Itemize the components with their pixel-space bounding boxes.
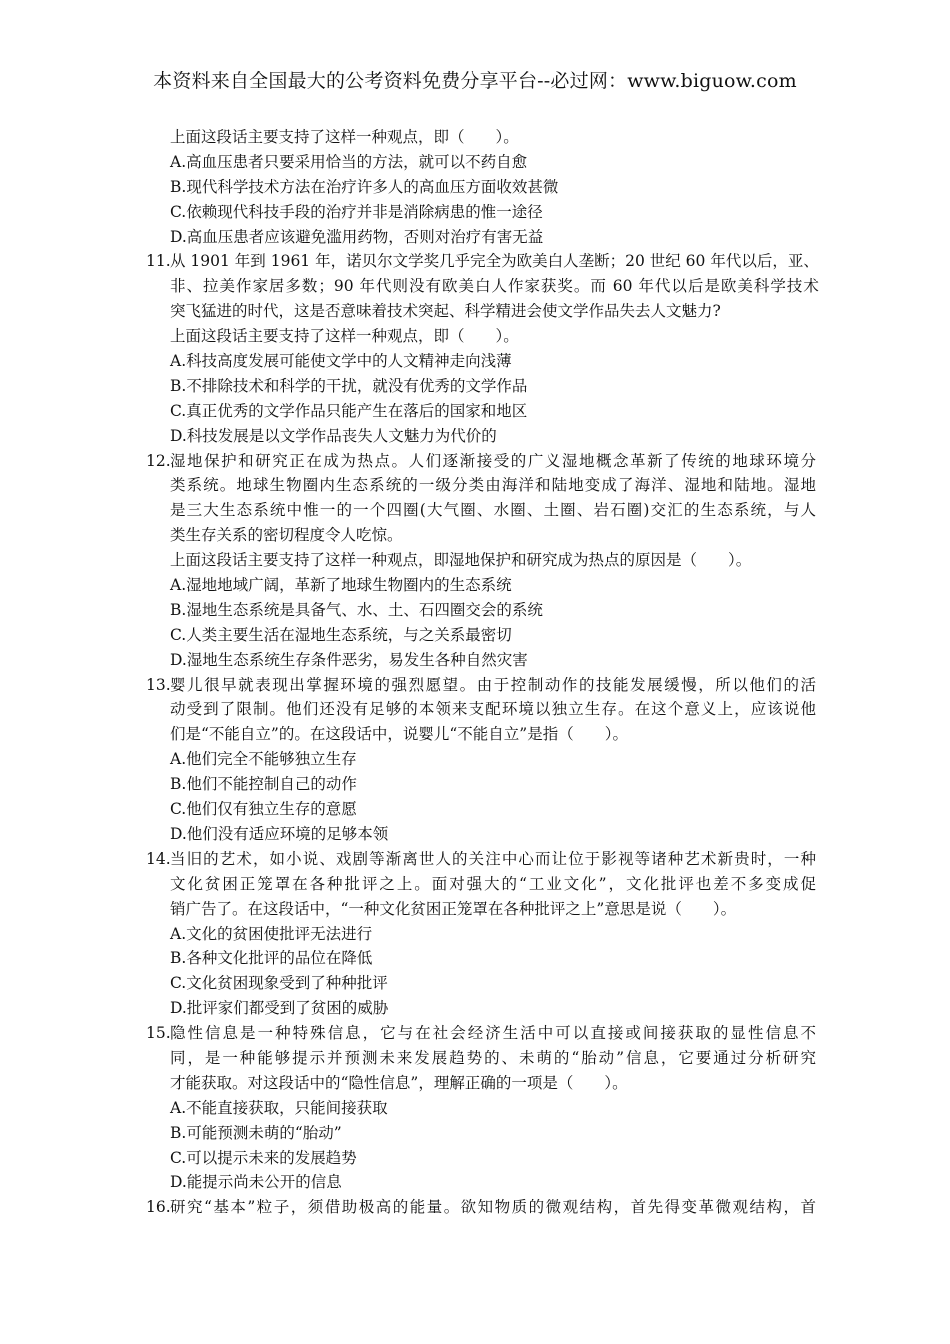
question-15 (146, 1021, 816, 1195)
question-prompt: 上面这段话主要支持了这样一种观点，即（ ）。 (170, 327, 519, 346)
question-11 (146, 249, 819, 448)
option-b: B.他们不能控制自己的动作 (170, 775, 357, 794)
question-list (146, 125, 819, 1220)
option-d: D.他们没有适应环境的足够本领 (170, 824, 389, 843)
prev-question-continuation (146, 125, 816, 249)
option-c: C.文化贫困现象受到了种种批评 (170, 974, 388, 993)
option-a: A.不能直接获取，只能间接获取 (170, 1098, 388, 1117)
option-b: B.不排除技术和科学的干扰，就没有优秀的文学作品 (170, 376, 528, 395)
question-13 (146, 673, 816, 847)
question-prompt: 上面这段话主要支持了这样一种观点，即湿地保护和研究成为热点的原因是（ ）。 (170, 551, 752, 570)
option-a: A.高血压患者只要采用恰当的方法，就可以不药自愈 (170, 152, 528, 171)
option-a: A.他们完全不能够独立生存 (170, 750, 357, 769)
question-text-line: 们是“不能自立”的。在这段话中，说婴儿“不能自立”是指（ ）。 (170, 725, 628, 744)
question-number: 16. (146, 1198, 171, 1217)
option-b: B.现代科学技术方法在治疗许多人的高血压方面收效甚微 (170, 177, 559, 196)
question-text-line: 同，是一种能够提示并预测未来发展趋势的、未萌的“胎动”信息，它要通过分析研究 (170, 1048, 816, 1067)
question-number: 15. (146, 1024, 171, 1043)
question-text-line: 类系统。地球生物圈内生态系统的一级分类由海洋和陆地变成了海洋、湿地和陆地。湿地 (170, 476, 816, 495)
question-text-line: 类生存关系的密切程度令人吃惊。 (170, 526, 403, 545)
question-text-line: 非、拉美作家居多数；90 年代则没有欧美白人作家获奖。而 60 年代以后是欧美科学技术 (170, 277, 819, 296)
option-c: C.真正优秀的文学作品只能产生在落后的国家和地区 (170, 401, 528, 420)
question-text-line: 从 1901 年到 1961 年，诺贝尔文学奖几乎完全为欧美白人垄断；20 世纪 60 年代以后，亚、 (170, 252, 819, 271)
option-b: B.湿地生态系统是具备气、水、土、石四圈交会的系统 (170, 600, 543, 619)
option-b: B.各种文化批评的品位在降低 (170, 949, 373, 968)
question-number: 12. (146, 451, 171, 470)
option-c: C.依赖现代科技手段的治疗并非是消除病患的惟一途径 (170, 202, 543, 221)
option-d: D.科技发展是以文学作品丧失人文魅力为代价的 (170, 426, 497, 445)
option-d: D.能提示尚未公开的信息 (170, 1173, 342, 1192)
option-c: C.可以提示未来的发展趋势 (170, 1148, 357, 1167)
option-a: A.湿地地域广阔，革新了地球生物圈内的生态系统 (170, 576, 512, 595)
question-14 (146, 847, 816, 1021)
question-prompt: 上面这段话主要支持了这样一种观点，即（ ）。 (170, 128, 519, 146)
question-text-line: 研究“基本”粒子，须借助极高的能量。欲知物质的微观结构，首先得变革微观结构，首 (170, 1198, 816, 1217)
question-text-line: 动受到了限制。他们还没有足够的本领来支配环境以独立生存。在这个意义上，应该说他 (170, 700, 816, 719)
option-c: C.人类主要生活在湿地生态系统，与之关系最密切 (170, 625, 512, 644)
option-b: B.可能预测未萌的“胎动” (170, 1123, 342, 1142)
option-d: D.湿地生态系统生存条件恶劣，易发生各种自然灾害 (170, 650, 528, 669)
question-text-line: 文化贫困正笼罩在各种批评之上。面对强大的“工业文化”，文化批评也差不多变成促 (170, 874, 816, 893)
question-text-line: 才能获取。对这段话中的“隐性信息”，理解正确的一项是（ ）。 (170, 1073, 628, 1092)
question-text-line: 当旧的艺术，如小说、戏剧等渐离世人的关注中心而让位于影视等诸种艺术新贵时，一种 (170, 849, 816, 868)
option-d: D.高血压患者应该避免滥用药物，否则对治疗有害无益 (170, 227, 544, 246)
option-c: C.他们仅有独立生存的意愿 (170, 800, 357, 819)
question-number: 14. (146, 849, 171, 868)
page-header-source: 本资料来自全国最大的公考资料免费分享平台--必过网：www.biguow.com (153, 70, 797, 92)
option-a: A.文化的贫困使批评无法进行 (170, 924, 373, 943)
option-d: D.批评家们都受到了贫困的威胁 (170, 999, 389, 1018)
question-number: 11. (146, 252, 171, 271)
question-number: 13. (146, 675, 171, 694)
question-text-line: 突飞猛进的时代，这是否意味着技术突起、科学精进会使文学作品失去人文魅力? (170, 302, 721, 321)
question-12 (146, 449, 816, 673)
question-16 (146, 1195, 816, 1220)
question-text-line: 隐性信息是一种特殊信息，它与在社会经济生活中可以直接或间接获取的显性信息不 (170, 1024, 816, 1043)
question-text-line: 销广告了。在这段话中，“一种文化贫困正笼罩在各种批评之上”意思是说（ ）。 (170, 899, 737, 918)
question-text-line: 婴儿很早就表现出掌握环境的强烈愿望。由于控制动作的技能发展缓慢，所以他们的活 (170, 675, 816, 694)
option-a: A.科技高度发展可能使文学中的人文精神走向浅薄 (170, 352, 512, 371)
question-text-line: 湿地保护和研究正在成为热点。人们逐渐接受的广义湿地概念革新了传统的地球环境分 (170, 451, 816, 470)
question-text-line: 是三大生态系统中惟一的一个四圈(大气圈、水圈、土圈、岩石圈)交汇的生态系统，与人 (170, 501, 816, 520)
